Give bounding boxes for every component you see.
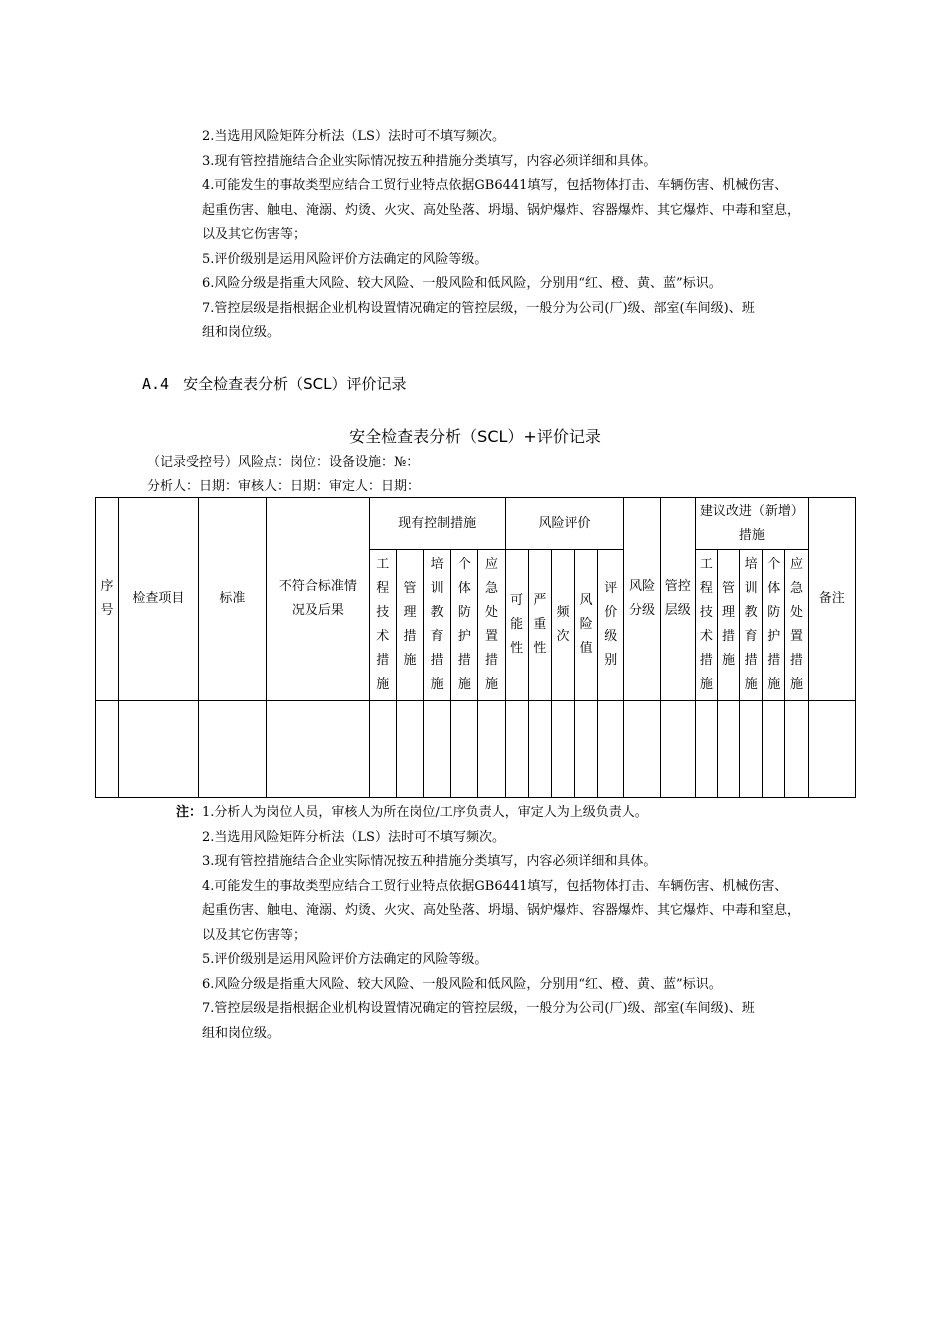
cell[interactable] bbox=[396, 701, 423, 798]
table-title: 安全检查表分析（SCL）+评价记录 bbox=[349, 427, 601, 446]
header-sug-engineering: 工程技术措施 bbox=[695, 550, 717, 701]
header-sug-emergency: 应急处置措施 bbox=[785, 550, 808, 701]
cell[interactable] bbox=[740, 701, 763, 798]
header-training: 培训教育措施 bbox=[424, 550, 451, 701]
note-line: 3.现有管控措施结合企业实际情况按五种措施分类填写，内容必须详细和具体。 bbox=[202, 153, 657, 169]
header-suggested-measures: 建议改进（新增）措施 bbox=[695, 498, 808, 550]
note-line: 7.管控层级是指根据企业机构设置情况确定的管控层级，一般分为公司(厂)级、部室(车间级)、班 bbox=[202, 300, 755, 316]
note-line: 2.当选用风险矩阵分析法（LS）法时可不填写频次。 bbox=[202, 129, 505, 144]
note-line: 3.现有管控措施结合企业实际情况按五种措施分类填写，内容必须详细和具体。 bbox=[202, 854, 657, 869]
header-eval-level: 评价级别 bbox=[598, 550, 624, 701]
notes-top bbox=[202, 125, 800, 346]
cell[interactable] bbox=[660, 701, 695, 798]
header-emergency: 应急处置措施 bbox=[478, 550, 505, 701]
note-line: 6.风险分级是指重大风险、较大风险、一般风险和低风险，分别用“红、橙、黄、蓝”标识。 bbox=[202, 276, 722, 291]
header-risk-evaluation: 风险评价 bbox=[505, 498, 624, 550]
note-line: 组和岗位级。 bbox=[202, 1025, 281, 1041]
note-line: 4.可能发生的事故类型应结合工贸行业特点依据GB6441填写，包括物体打击、车辆伤害、机械伤害、 bbox=[202, 878, 788, 894]
section-title: 安全检查表分析（SCL）评价记录 bbox=[183, 375, 407, 393]
header-sug-management: 管理措施 bbox=[717, 550, 739, 701]
table-row-empty bbox=[96, 701, 856, 798]
header-engineering: 工程技术措施 bbox=[369, 550, 396, 701]
cell[interactable] bbox=[528, 701, 551, 798]
header-control-level: 管控层级 bbox=[660, 498, 695, 701]
cell[interactable] bbox=[763, 701, 785, 798]
note-line: 起重伤害、触电、淹溺、灼烫、火灾、高处坠落、坍塌、锅炉爆炸、容器爆炸、其它爆炸、中毒和窒息， bbox=[202, 202, 801, 218]
header-frequency: 频次 bbox=[551, 550, 574, 701]
note-line: 7.管控层级是指根据企业机构设置情况确定的管控层级，一般分为公司(厂)级、部室(车间级)、班 bbox=[202, 1001, 755, 1016]
signature-meta-line: 分析人：日期：审核人：日期：审定人：日期： bbox=[147, 479, 421, 494]
cell[interactable] bbox=[575, 701, 598, 798]
notes-prefix: 注： bbox=[176, 805, 203, 820]
cell[interactable] bbox=[598, 701, 624, 798]
header-likelihood: 可能性 bbox=[505, 550, 528, 701]
note-line: 以及其它伤害等； bbox=[202, 227, 307, 242]
cell[interactable] bbox=[505, 701, 528, 798]
section-number: A.4 bbox=[142, 375, 170, 393]
header-remark: 备注 bbox=[808, 498, 855, 701]
note-line: 4.可能发生的事故类型应结合工贸行业特点依据GB6441填写，包括物体打击、车辆伤害、机械伤害、 bbox=[202, 178, 788, 193]
cell[interactable] bbox=[624, 701, 660, 798]
header-seq: 序号 bbox=[96, 498, 119, 701]
header-standard: 标准 bbox=[198, 498, 266, 701]
cell[interactable] bbox=[451, 701, 478, 798]
header-existing-measures: 现有控制措施 bbox=[369, 498, 505, 550]
header-risk-value: 风险值 bbox=[575, 550, 598, 701]
header-management: 管理措施 bbox=[396, 550, 423, 701]
cell[interactable] bbox=[717, 701, 739, 798]
cell[interactable] bbox=[551, 701, 574, 798]
cell[interactable] bbox=[808, 701, 855, 798]
note-line: 组和岗位级。 bbox=[202, 325, 281, 340]
notes-bottom bbox=[176, 801, 801, 1046]
cell[interactable] bbox=[96, 701, 119, 798]
cell[interactable] bbox=[369, 701, 396, 798]
header-sug-training: 培训教育措施 bbox=[740, 550, 763, 701]
cell[interactable] bbox=[424, 701, 451, 798]
header-nonconform: 不符合标准情况及后果 bbox=[267, 498, 370, 701]
cell[interactable] bbox=[695, 701, 717, 798]
cell[interactable] bbox=[478, 701, 505, 798]
record-meta-line: （记录受控号）风险点：岗位：设备设施：№： bbox=[147, 455, 420, 470]
note-line: 5.评价级别是运用风险评价方法确定的风险等级。 bbox=[202, 251, 488, 267]
note-line: 2.当选用风险矩阵分析法（LS）法时可不填写频次。 bbox=[202, 829, 505, 845]
header-item: 检查项目 bbox=[119, 498, 199, 701]
section-heading bbox=[142, 373, 406, 394]
cell[interactable] bbox=[119, 701, 199, 798]
note-line: 起重伤害、触电、淹溺、灼烫、火灾、高处坠落、坍塌、锅炉爆炸、容器爆炸、其它爆炸、中毒和窒息， bbox=[202, 903, 801, 918]
note-line: 6.风险分级是指重大风险、较大风险、一般风险和低风险，分别用“红、橙、黄、蓝”标识。 bbox=[202, 976, 722, 992]
header-sug-ppe: 个体防护措施 bbox=[763, 550, 785, 701]
header-severity: 严重性 bbox=[528, 550, 551, 701]
note-line: 1.分析人为岗位人员，审核人为所在岗位/工序负责人，审定人为上级负责人。 bbox=[202, 805, 648, 820]
header-ppe: 个体防护措施 bbox=[451, 550, 478, 701]
header-risk-grade: 风险分级 bbox=[624, 498, 660, 701]
cell[interactable] bbox=[267, 701, 370, 798]
note-line: 以及其它伤害等； bbox=[202, 927, 307, 943]
scl-record-table bbox=[95, 497, 856, 798]
cell[interactable] bbox=[785, 701, 808, 798]
note-line: 5.评价级别是运用风险评价方法确定的风险等级。 bbox=[202, 952, 488, 967]
cell[interactable] bbox=[198, 701, 266, 798]
